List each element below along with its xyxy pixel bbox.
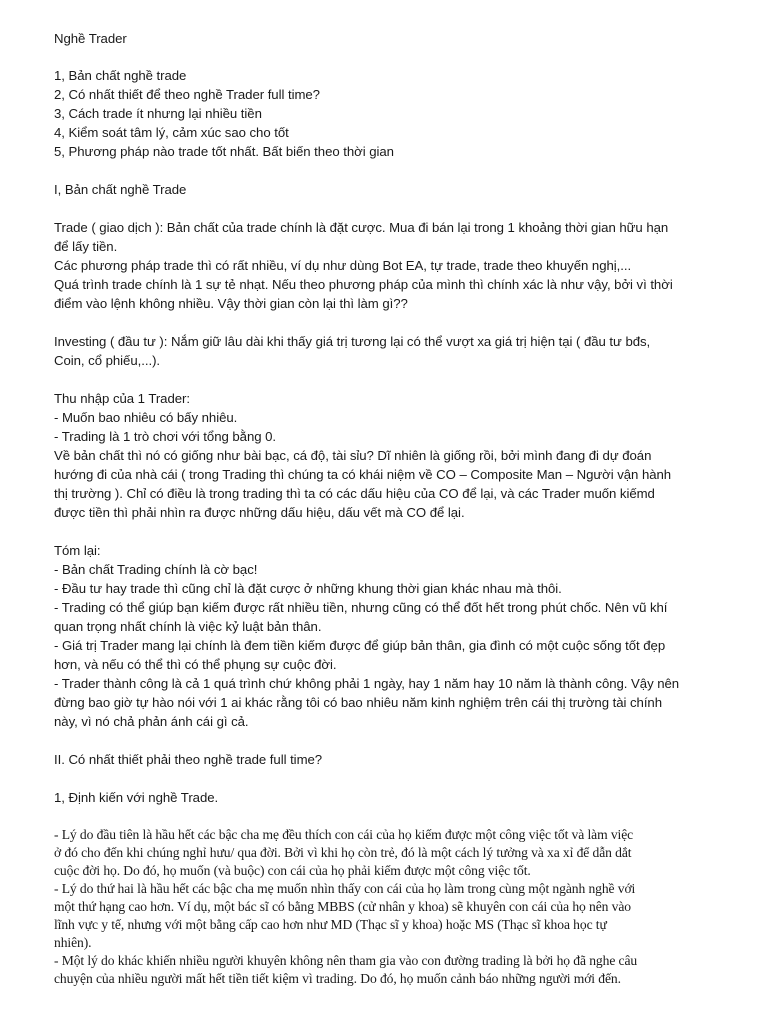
paragraph-line: Investing ( đầu tư ): Nắm giữ lâu dài khi thấy giá trị tương lại có thể vượt xa giá trị hiện tại ( đầu tư bđs,: [54, 334, 651, 349]
paragraph-line: Về bản chất thì nó có giống như bài bạc, cá độ, tài sỉu? Dĩ nhiên là giống rồi, bởi mình đang đi dự đoán: [54, 448, 652, 463]
paragraph-line: hướng đi của nhà cái ( trong Trading thì chúng ta có khái niệm về CO – Composite Man – Người vận hành: [54, 467, 672, 482]
section-heading: II. Có nhất thiết phải theo nghề trade full time?: [54, 752, 323, 767]
document-title: Nghề Trader: [54, 31, 127, 46]
paragraph-line: - Muốn bao nhiêu có bấy nhiêu.: [54, 410, 238, 425]
toc-item: 4, Kiểm soát tâm lý, cảm xúc sao cho tốt: [54, 125, 289, 140]
toc-item: 3, Cách trade ít nhưng lại nhiều tiền: [54, 106, 262, 121]
paragraph-line: - Trading là 1 trò chơi với tổng bằng 0.: [54, 429, 277, 444]
paragraph-line: chuyện của nhiều người mất hết tiền tiết kiệm vì trading. Do đó, họ muốn cảnh báo những người mới đến.: [54, 971, 621, 986]
paragraph-line: một thứ hạng cao hơn. Ví dụ, một bác sĩ có bằng MBBS (cử nhân y khoa) sẽ khuyên con cái của họ nên vào: [54, 899, 632, 914]
paragraph-line: cuộc đời họ. Do đó, họ muốn (và buộc) con cái của họ phải kiếm được một công việc tốt.: [54, 863, 531, 878]
paragraph-line: - Trader thành công là cả 1 quá trình chứ không phải 1 ngày, hay 1 năm hay 10 năm là thành công. Vậy nên: [54, 676, 680, 691]
section-heading: I, Bản chất nghề Trade: [54, 182, 187, 197]
paragraph-line: đừng bao giờ tự hào nói với 1 ai khác rằng tôi có bao nhiêu năm kinh nghiệm trên cái thị trường tài chính: [54, 695, 663, 710]
paragraph-line: lĩnh vực y tế, nhưng với một bằng cấp cao hơn như MD (Thạc sĩ y khoa) hoặc MS (Thạc sĩ khoa học tự: [54, 917, 607, 932]
subsection-heading: 1, Định kiến với nghề Trade.: [54, 790, 219, 805]
paragraph-line: hơn, và nếu có thể thì có thể phụng sự cuộc đời.: [54, 657, 337, 672]
paragraph-line: thị trường ). Chỉ có điều là trong trading thì ta có các dấu hiệu của CO để lại, và các Trader muốn kiếmd: [54, 486, 655, 501]
paragraph-line: được tiền thì phải nhìn ra được những dấu hiệu, dấu vết mà CO để lại.: [54, 505, 465, 520]
paragraph-line: ở đó cho đến khi chúng nghỉ hưu/ qua đời. Bởi vì khi họ còn trẻ, đó là một cách lý tưởng và xa xỉ để dẫn dắt: [54, 845, 632, 860]
toc-item: 1, Bản chất nghề trade: [54, 68, 187, 83]
toc-item: 2, Có nhất thiết để theo nghề Trader full time?: [54, 87, 320, 102]
paragraph-line: - Đầu tư hay trade thì cũng chỉ là đặt cược ở những khung thời gian khác nhau mà thôi.: [54, 581, 562, 596]
paragraph-line: Tóm lại:: [54, 543, 101, 558]
paragraph-line: nhiên).: [54, 935, 92, 950]
paragraph-line: - Lý do đầu tiên là hầu hết các bậc cha mẹ đều thích con cái của họ kiếm được một công việc tốt và làm việc: [54, 827, 634, 842]
paragraph-line: - Trading có thể giúp bạn kiếm được rất nhiều tiền, nhưng cũng có thể đốt hết trong phút chốc. Nên vũ khí: [54, 600, 668, 615]
paragraph-line: Các phương pháp trade thì có rất nhiều, ví dụ như dùng Bot EA, tự trade, trade theo khuyến nghị,...: [54, 258, 632, 273]
paragraph-line: Coin, cổ phiếu,...).: [54, 353, 161, 368]
paragraph-line: Thu nhập của 1 Trader:: [54, 391, 190, 406]
paragraph-line: để lấy tiền.: [54, 239, 118, 254]
paragraph-line: quan trọng nhất chính là việc kỷ luật bản thân.: [54, 619, 322, 634]
paragraph-line: - Lý do thứ hai là hầu hết các bậc cha mẹ muốn nhìn thấy con cái của họ làm trong cùng một ngành nghề với: [54, 881, 636, 896]
paragraph-line: điểm vào lệnh không nhiều. Vậy thời gian còn lại thì làm gì??: [54, 296, 408, 311]
paragraph-line: - Một lý do khác khiến nhiều người khuyên không nên tham gia vào con đường trading là bởi họ đã nghe câu: [54, 953, 638, 968]
paragraph-line: Trade ( giao dịch ): Bản chất của trade chính là đặt cược. Mua đi bán lại trong 1 khoảng thời gian hữu hạn: [54, 220, 669, 235]
paragraph-line: Quá trình trade chính là 1 sự tẻ nhạt. Nếu theo phương pháp của mình thì chính xác là như vậy, bởi vì thời: [54, 277, 673, 292]
toc-item: 5, Phương pháp nào trade tốt nhất. Bất biến theo thời gian: [54, 144, 394, 159]
paragraph-line: - Giá trị Trader mang lại chính là đem tiền kiếm được để giúp bản thân, gia đình có một cuộc sống tốt đẹp: [54, 638, 666, 653]
paragraph-line: - Bản chất Trading chính là cờ bạc!: [54, 562, 258, 577]
paragraph-line: này, vì nó chả phản ánh cái gì cả.: [54, 714, 249, 729]
